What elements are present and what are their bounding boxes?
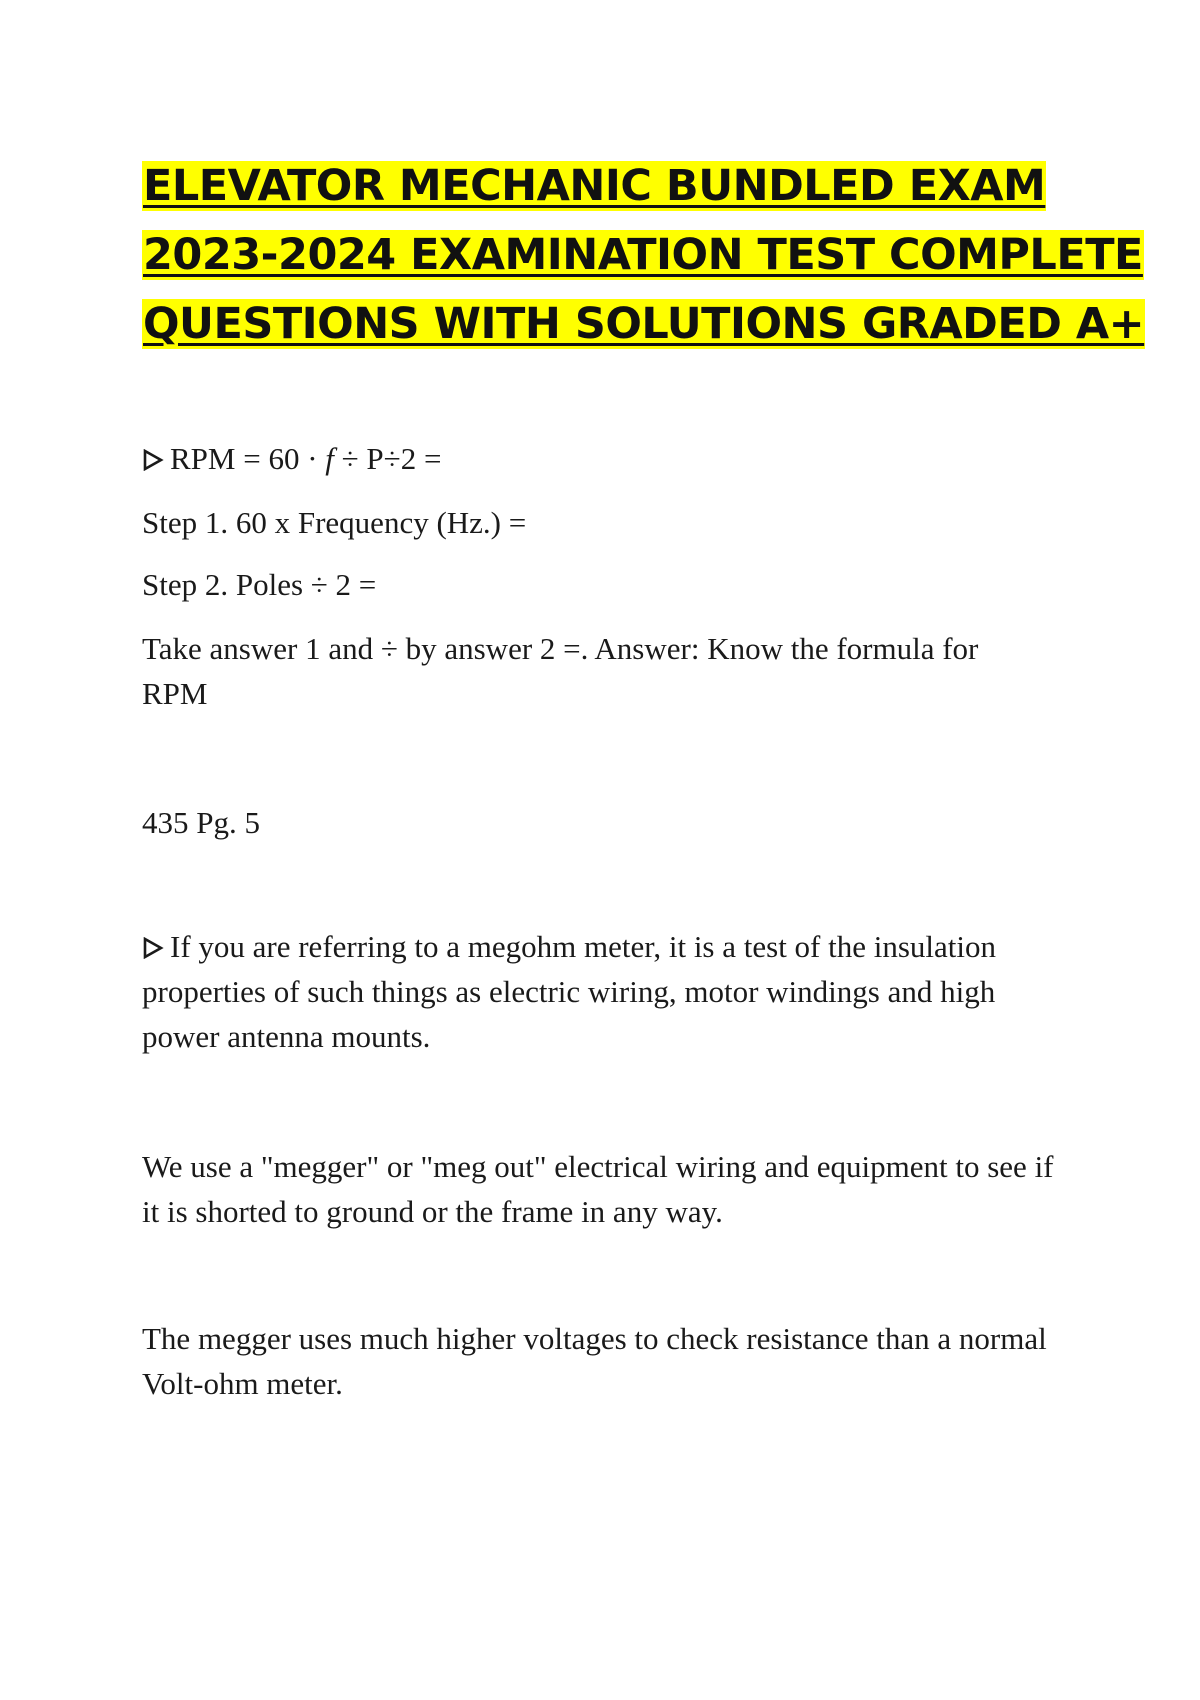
title-line-1: ELEVATOR MECHANIC BUNDLED EXAM bbox=[143, 161, 1046, 211]
step-2-text: Step 2. Poles ÷ 2 = bbox=[142, 567, 377, 602]
document-title bbox=[142, 152, 1145, 359]
title-line-3: QUESTIONS WITH SOLUTIONS GRADED A+ bbox=[143, 299, 1145, 349]
megger-paragraph-1: We use a "megger" or "meg out" electrical wiring and equipment to see if it is shorted to ground or the frame in any way. bbox=[142, 1149, 1054, 1229]
question-2-body: If you are referring to a megohm meter, it is a test of the insulation properties of such things as electric wiring, motor windings and high power antenna mounts. bbox=[142, 929, 997, 1054]
triangle-play-outline-icon bbox=[142, 449, 164, 471]
question-2-text bbox=[142, 924, 1042, 1059]
formula-suffix: ÷ P÷2 = bbox=[333, 441, 442, 476]
reference-text: 435 Pg. 5 bbox=[142, 805, 260, 840]
answer-text: Take answer 1 and ÷ by answer 2 =. Answer: Know the formula for RPM bbox=[142, 631, 979, 711]
question-1-formula bbox=[142, 436, 1082, 481]
formula-variable: f bbox=[325, 441, 334, 476]
title-line-2: 2023-2024 EXAMINATION TEST COMPLETE bbox=[143, 230, 1143, 280]
triangle-play-outline-icon bbox=[142, 937, 164, 959]
megger-paragraph-2: The megger uses much higher voltages to check resistance than a normal Volt-ohm meter. bbox=[142, 1321, 1047, 1401]
formula-prefix: RPM = 60 · bbox=[170, 441, 326, 476]
step-1-text: Step 1. 60 x Frequency (Hz.) = bbox=[142, 505, 527, 540]
